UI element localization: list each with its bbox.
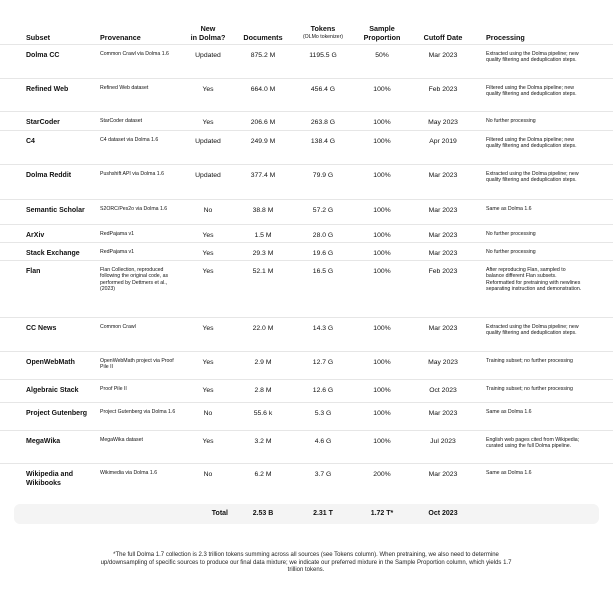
header-new-line2: in Dolma? (190, 33, 226, 42)
cell-documents: 206.6 M (250, 119, 276, 126)
cell-processing: Extracted using the Dolma pipeline; new quality filtering and deduplication steps. (486, 171, 579, 184)
cell-subset: C4 (26, 138, 35, 145)
cell-cutoff-date: May 2023 (428, 359, 458, 366)
cell-tokens: 138.4 G (310, 138, 336, 145)
cell-sample-proportion: 100% (373, 232, 391, 239)
table-row (0, 224, 613, 242)
cell-cutoff-date: Mar 2023 (428, 52, 458, 59)
cell-documents: 38.8 M (252, 207, 274, 214)
cell-cutoff-date: Mar 2023 (428, 172, 458, 179)
cell-provenance: S2ORC/Pes2o via Dolma 1.6 (100, 206, 168, 212)
table-row (0, 402, 613, 430)
table-row (0, 44, 613, 78)
cell-processing: No further processing (486, 118, 536, 124)
total-row (14, 504, 599, 524)
cell-processing: Extracted using the Dolma pipeline; new quality filtering and deduplication steps. (486, 51, 579, 64)
cell-processing: Filtered using the Dolma pipeline; new quality filtering and deduplication steps. (486, 85, 577, 98)
cell-sample-proportion: 50% (375, 52, 389, 59)
header-sample-line1: Sample (369, 24, 395, 33)
cell-new-in-dolma: Yes (202, 232, 214, 239)
cell-subset: MegaWika (26, 438, 61, 445)
cell-documents: 22.0 M (252, 325, 274, 332)
header-tokens-label: Tokens (310, 24, 336, 33)
cell-cutoff-date: Apr 2019 (429, 138, 457, 145)
cell-subset: Project Gutenberg (26, 410, 88, 417)
cell-provenance: RedPajama v1 (100, 231, 135, 237)
cell-subset: StarCoder (26, 119, 60, 126)
header-tokens (292, 24, 354, 42)
cell-cutoff-date: Mar 2023 (428, 325, 458, 332)
cell-new-in-dolma: No (203, 471, 213, 478)
cell-tokens: 3.7 G (314, 471, 332, 478)
cell-subset: OpenWebMath (26, 359, 75, 366)
cell-tokens: 263.8 G (310, 119, 336, 126)
cell-cutoff-date: Jul 2023 (430, 438, 456, 445)
cell-cutoff-date: Oct 2023 (429, 387, 457, 394)
cell-provenance: Pushshift API via Dolma 1.6 (100, 171, 165, 177)
cell-documents: 6.2 M (254, 471, 272, 478)
cell-documents: 377.4 M (250, 172, 276, 179)
table-row (0, 164, 613, 199)
cell-documents: 2.8 M (254, 387, 272, 394)
cell-cutoff-date: Mar 2023 (428, 250, 458, 257)
cell-provenance: RedPajama v1 (100, 249, 135, 255)
cell-processing: Extracted using the Dolma pipeline; new quality filtering and deduplication steps. (486, 324, 579, 337)
header-tokens-sub: (OLMo tokenizer) (302, 34, 344, 40)
cell-processing: Training subset; no further processing (486, 358, 573, 364)
table-row (0, 242, 613, 260)
cell-subset: Refined Web (26, 86, 69, 93)
header-provenance: Provenance (100, 33, 141, 42)
cell-provenance: OpenWebMath project via Proof Pile II (100, 358, 174, 371)
cell-new-in-dolma: Yes (202, 119, 214, 126)
cell-sample-proportion: 100% (373, 438, 391, 445)
cell-subset: Stack Exchange (26, 250, 80, 257)
cell-sample-proportion: 100% (373, 359, 391, 366)
cell-new-in-dolma: Yes (202, 86, 214, 93)
cell-new-in-dolma: No (203, 207, 213, 214)
cell-documents: 52.1 M (252, 268, 274, 275)
table-row (0, 379, 613, 402)
table-row (0, 463, 613, 496)
cell-new-in-dolma: No (203, 410, 213, 417)
cell-sample-proportion: 100% (373, 250, 391, 257)
cell-tokens: 57.2 G (312, 207, 334, 214)
cell-documents: 29.3 M (252, 250, 274, 257)
header-processing: Processing (486, 33, 525, 42)
cell-cutoff-date: Mar 2023 (428, 471, 458, 478)
cell-documents: 55.6 k (253, 410, 273, 417)
cell-sample-proportion: 100% (373, 172, 391, 179)
cell-provenance: Wikimedia via Dolma 1.6 (100, 470, 158, 476)
cell-new-in-dolma: Yes (202, 359, 214, 366)
cell-new-in-dolma: Yes (202, 268, 214, 275)
cell-processing: No further processing (486, 249, 536, 255)
cell-tokens: 12.7 G (312, 359, 334, 366)
cell-cutoff-date: Mar 2023 (428, 207, 458, 214)
cell-subset: Wikipedia and Wikibooks (26, 471, 74, 487)
footnote: *The full Dolma 1.7 collection is 2.3 trillion tokens summing across all sources (see Tokens column). When pretraining, we also need to determine up/downsampling of specific sources to produce our final data mixture; we indicate our preferred mixture in the Sample Proportion column, which yields 1.7 trillion tokens. (100, 552, 512, 574)
cell-processing: Same as Dolma 1.6 (486, 206, 532, 212)
cell-tokens: 79.9 G (312, 172, 334, 179)
cell-cutoff-date: Mar 2023 (428, 410, 458, 417)
cell-documents: 664.0 M (250, 86, 276, 93)
cell-tokens: 14.3 G (312, 325, 334, 332)
cell-processing: Filtered using the Dolma pipeline; new quality filtering and deduplication steps. (486, 137, 577, 150)
cell-new-in-dolma: Yes (202, 438, 214, 445)
header-new-line1: New (200, 24, 216, 33)
cell-processing: Training subset; no further processing (486, 386, 573, 392)
total-documents: 2.53 B (252, 510, 274, 517)
cell-provenance: Refined Web dataset (100, 85, 149, 91)
cell-processing: English web pages cited from Wikipedia; curated using the full Dolma pipeline. (486, 437, 580, 450)
total-label: Total (211, 510, 228, 517)
cell-sample-proportion: 100% (373, 207, 391, 214)
cell-documents: 3.2 M (254, 438, 272, 445)
cell-provenance: StarCoder dataset (100, 118, 143, 124)
cell-subset: Algebraic Stack (26, 387, 79, 394)
cell-sample-proportion: 100% (373, 119, 391, 126)
cell-documents: 1.5 M (254, 232, 272, 239)
table-header (0, 16, 613, 42)
cell-tokens: 1195.5 G (309, 52, 337, 59)
cell-tokens: 28.0 G (312, 232, 334, 239)
cell-processing: Same as Dolma 1.6 (486, 470, 532, 476)
cell-provenance: Proof Pile II (100, 386, 127, 392)
cell-documents: 2.9 M (254, 359, 272, 366)
header-sample (354, 24, 410, 42)
cell-sample-proportion: 100% (373, 410, 391, 417)
cell-tokens: 4.6 G (314, 438, 332, 445)
cell-subset: Dolma CC (26, 52, 60, 59)
cell-tokens: 12.6 G (312, 387, 334, 394)
cell-subset: ArXiv (26, 232, 45, 239)
cell-provenance: MegaWika dataset (100, 437, 143, 443)
table-row (0, 130, 613, 164)
cell-cutoff-date: Mar 2023 (428, 232, 458, 239)
cell-sample-proportion: 100% (373, 138, 391, 145)
cell-new-in-dolma: Yes (202, 250, 214, 257)
cell-tokens: 456.4 G (310, 86, 336, 93)
cell-cutoff-date: May 2023 (428, 119, 458, 126)
cell-subset: Semantic Scholar (26, 207, 85, 214)
header-cutoff: Cutoff Date (423, 33, 463, 42)
cell-tokens: 5.3 G (314, 410, 332, 417)
total-sample: 1.72 T* (370, 510, 394, 517)
cell-sample-proportion: 100% (373, 387, 391, 394)
header-documents: Documents (243, 33, 283, 42)
header-sample-line2: Proportion (363, 33, 401, 42)
table-row (0, 351, 613, 379)
header-subset: Subset (26, 33, 50, 42)
cell-new-in-dolma: Updated (195, 172, 221, 179)
cell-documents: 875.2 M (250, 52, 276, 59)
table-row (0, 430, 613, 463)
header-new (182, 24, 234, 42)
cell-processing: After reproducing Flan, sampled to balance different Flan subsets. Reformatted for pretraining with newlines separating instruction and demonstration. (486, 267, 582, 293)
table-row (0, 260, 613, 317)
cell-sample-proportion: 100% (373, 325, 391, 332)
table-row (0, 317, 613, 351)
cell-documents: 249.9 M (250, 138, 276, 145)
cell-provenance: Flan Collection, reproduced following the original code, as performed by Dettmers et al., (2023) (100, 267, 169, 293)
cell-processing: No further processing (486, 231, 536, 237)
cell-new-in-dolma: Updated (195, 138, 221, 145)
cell-new-in-dolma: Updated (195, 52, 221, 59)
cell-subset: CC News (26, 325, 57, 332)
total-cutoff: Oct 2023 (428, 510, 458, 517)
cell-provenance: Common Crawl via Dolma 1.6 (100, 51, 169, 57)
cell-provenance: Common Crawl (100, 324, 136, 330)
cell-sample-proportion: 100% (373, 268, 391, 275)
table-row (0, 78, 613, 111)
cell-subset: Flan (26, 268, 41, 275)
table-body (0, 44, 613, 496)
cell-tokens: 16.5 G (312, 268, 334, 275)
cell-cutoff-date: Feb 2023 (428, 86, 458, 93)
cell-tokens: 19.6 G (312, 250, 334, 257)
cell-sample-proportion: 100% (373, 86, 391, 93)
table-row (0, 199, 613, 224)
cell-subset: Dolma Reddit (26, 172, 72, 179)
total-tokens: 2.31 T (313, 510, 333, 517)
cell-provenance: Project Gutenberg via Dolma 1.6 (100, 409, 176, 415)
cell-sample-proportion: 200% (373, 471, 391, 478)
cell-new-in-dolma: Yes (202, 387, 214, 394)
cell-provenance: C4 dataset via Dolma 1.6 (100, 137, 159, 143)
cell-new-in-dolma: Yes (202, 325, 214, 332)
cell-processing: Same as Dolma 1.6 (486, 409, 532, 415)
cell-cutoff-date: Feb 2023 (428, 268, 458, 275)
table-row (0, 111, 613, 130)
